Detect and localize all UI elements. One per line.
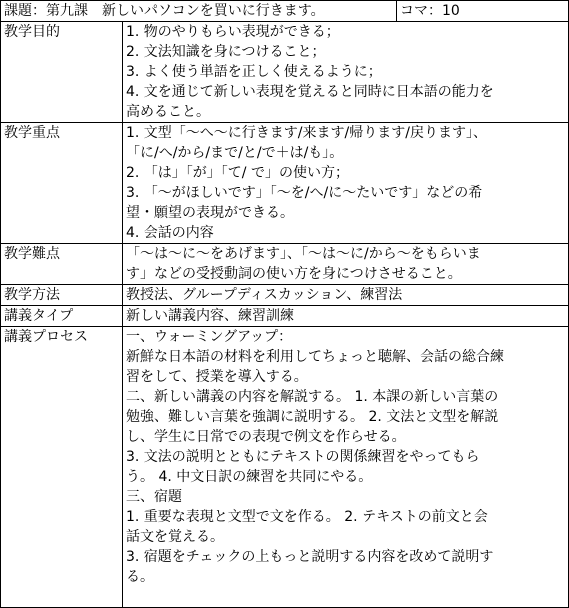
row-label: 教学目的 — [1, 22, 123, 123]
row-content — [123, 306, 569, 327]
row-lecture-type — [1, 306, 569, 327]
content-line: 新鮮な日本語の材料を利用してちょっと聴解、会話の総合練 — [126, 349, 504, 365]
content-line: 望・願望の表現ができる。 — [126, 205, 294, 221]
content-line: 高めること。 — [126, 104, 210, 120]
content-line: 「～は～に～をあげます」、「～は～に/から～をもらいま — [126, 246, 481, 262]
content-line: 2. 「は」「が」「て/ で」の使い方； — [126, 165, 349, 181]
content-line: 話文を覚える。 — [126, 529, 224, 545]
row-label: 講義タイプ — [1, 306, 123, 327]
content-line: 3. 「～がほしいです」「～を/へ/に～たいです」などの希 — [126, 185, 483, 201]
content-line: 3. よく使う単語を正しく使えるように； — [126, 64, 382, 80]
row-lecture-process — [1, 327, 569, 608]
content-line: 「に/へ/から/まで/と/で＋は/も」。 — [126, 145, 344, 161]
row-teaching-focus — [1, 123, 569, 244]
content-line: し、学生に日常での表現で例文を作らせる。 — [126, 429, 406, 445]
content-line: す」などの受授動詞の使い方を身につけさせること。 — [126, 266, 462, 282]
row-label: 教学重点 — [1, 123, 123, 244]
content-line: 1. 文型「～へ～に行きます/来ます/帰ります/戻ります」、 — [126, 125, 487, 141]
content-line: 一、ウォーミングアップ： — [126, 329, 293, 345]
content-line: る。 — [126, 569, 154, 585]
content-line: 2. 文法知識を身につけること； — [126, 44, 326, 60]
content-line: 習をして、授業を導入する。 — [126, 369, 308, 385]
row-teaching-difficulties — [1, 244, 569, 285]
content-line: 3. 文法の説明とともにテキストの関係練習をやってもら — [126, 449, 480, 465]
content-line: 新しい講義内容、練習訓練 — [126, 308, 294, 324]
content-line: 1. 物のやりもらい表現ができる； — [126, 24, 340, 40]
row-label: 教学難点 — [1, 244, 123, 285]
row-teaching-methods — [1, 285, 569, 306]
content-line: 勉強、難しい言葉を強調に説明する。 2. 文法と文型を解説 — [126, 409, 499, 425]
row-content — [123, 123, 569, 244]
row-teaching-objectives — [1, 22, 569, 123]
row-content — [123, 244, 569, 285]
row-content — [123, 22, 569, 123]
header-row — [1, 1, 569, 22]
content-line: 1. 重要な表現と文型で文を作る。 2. テキストの前文と会 — [126, 509, 488, 525]
row-label: 講義プロセス — [1, 327, 123, 608]
content-line: 三、宿題 — [126, 489, 182, 505]
content-line: う。 4. 中文日訳の練習を共同にやる。 — [126, 469, 373, 485]
row-content — [123, 327, 569, 608]
lesson-title: 課題：第九課 新しいパソコンを買いに行きます。 — [1, 1, 397, 22]
content-line: 教授法、グループディスカッション、練習法 — [126, 287, 403, 303]
content-line: 3. 宿題をチェックの上もっと説明する内容を改めて説明す — [126, 549, 494, 565]
content-line: 4. 会話の内容 — [126, 225, 214, 241]
koma-count: コマ：10 — [397, 1, 569, 22]
row-label: 教学方法 — [1, 285, 123, 306]
content-line: 二、新しい講義の内容を解説する。 1. 本課の新しい言葉の — [126, 389, 499, 405]
content-line: 4. 文を通じて新しい表現を覚えると同時に日本語の能力を — [126, 84, 494, 100]
row-content — [123, 285, 569, 306]
